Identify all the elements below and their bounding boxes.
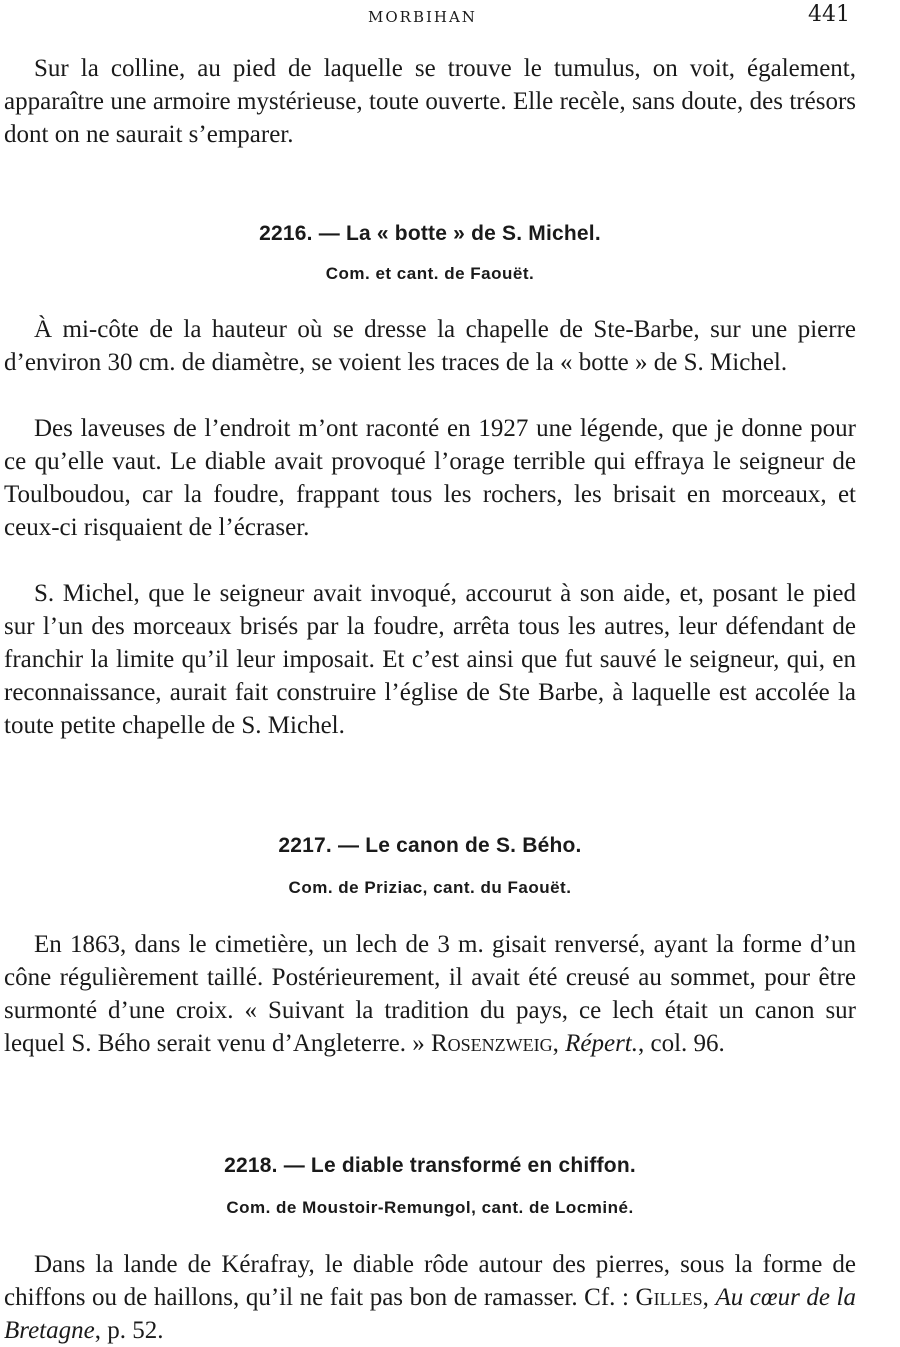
section-2217-citation-work: Répert.	[565, 1030, 638, 1057]
section-2218-title: 2218. — Le diable transformé en chiffon.	[224, 1154, 636, 1177]
section-2217-citation-rest: , col. 96.	[638, 1030, 725, 1057]
section-2216-paragraph-1: À mi-côte de la hauteur où se dresse la chapelle de Ste-Barbe, sur une pierre d’environ 30 cm. de diamètre, se voient les traces de la « botte » de S. Michel.	[4, 316, 856, 376]
section-2218-citation-author: Gilles,	[635, 1284, 709, 1311]
section-2218-subtitle: Com. de Moustoir-Remungol, cant. de Locminé.	[226, 1198, 634, 1217]
running-head: MORBIHAN	[368, 8, 477, 26]
section-2217-citation-author: Rosenzweig,	[430, 1030, 559, 1057]
section-2218-paragraph	[4, 1248, 856, 1347]
section-2218-text: Dans la lande de Kérafray, le diable rôde autour des pierres, sous la forme de chiffons ou de haillons, qu’il ne fait pas bon de ramasser. Cf. :	[4, 1251, 856, 1311]
section-2217-text: En 1863, dans le cimetière, un lech de 3 m. gisait renversé, ayant la forme d’un cône régulièrement taillé. Postérieurement, il avait été creusé au sommet, pour être surmonté d’une croix. « Suivant la tradition du pays, ce lech était un canon sur lequel S. Bého serait venu d’Angleterre. »	[4, 931, 856, 1057]
section-2217-title: 2217. — Le canon de S. Bého.	[278, 834, 582, 857]
section-2218-citation-work: Au cœur de la Bretagne	[4, 1284, 857, 1344]
section-2216-title: 2216. — La « botte » de S. Michel.	[259, 222, 601, 245]
section-2216-paragraph-2: Des laveuses de l’endroit m’ont raconté en 1927 une légende, que je donne pour ce qu’elle vaut. Le diable avait provoqué l’orage terrible qui effraya le seigneur de Toulboudou, car la foudre, frappant tous les rochers, les brisait en morceaux, et ceux-ci risquaient de l’écraser.	[4, 415, 856, 541]
section-2218-citation-rest: , p. 52.	[94, 1317, 164, 1344]
page-number: 441	[808, 2, 850, 27]
section-2217-paragraph	[4, 928, 856, 1060]
section-2216-paragraph-3: S. Michel, que le seigneur avait invoqué, accourut à son aide, et, posant le pied sur l’un des morceaux brisés par la foudre, arrêta tous les autres, leur défendant de franchir la limite qu’il leur imposait. Et c’est ainsi que fut sauvé le seigneur, qui, en reconnaissance, aurait fait construire l’église de Ste Barbe, à laquelle est accolée la toute petite chapelle de S. Michel.	[4, 580, 856, 739]
section-2216-subtitle: Com. et cant. de Faouët.	[325, 264, 535, 283]
intro-paragraph: Sur la colline, au pied de laquelle se trouve le tumulus, on voit, également, apparaître une armoire mystérieuse, toute ouverte. Elle recèle, sans doute, des trésors dont on ne saurait s’emparer.	[4, 55, 856, 148]
page-header	[0, 2, 900, 30]
section-2217-subtitle: Com. de Priziac, cant. du Faouët.	[288, 878, 572, 897]
